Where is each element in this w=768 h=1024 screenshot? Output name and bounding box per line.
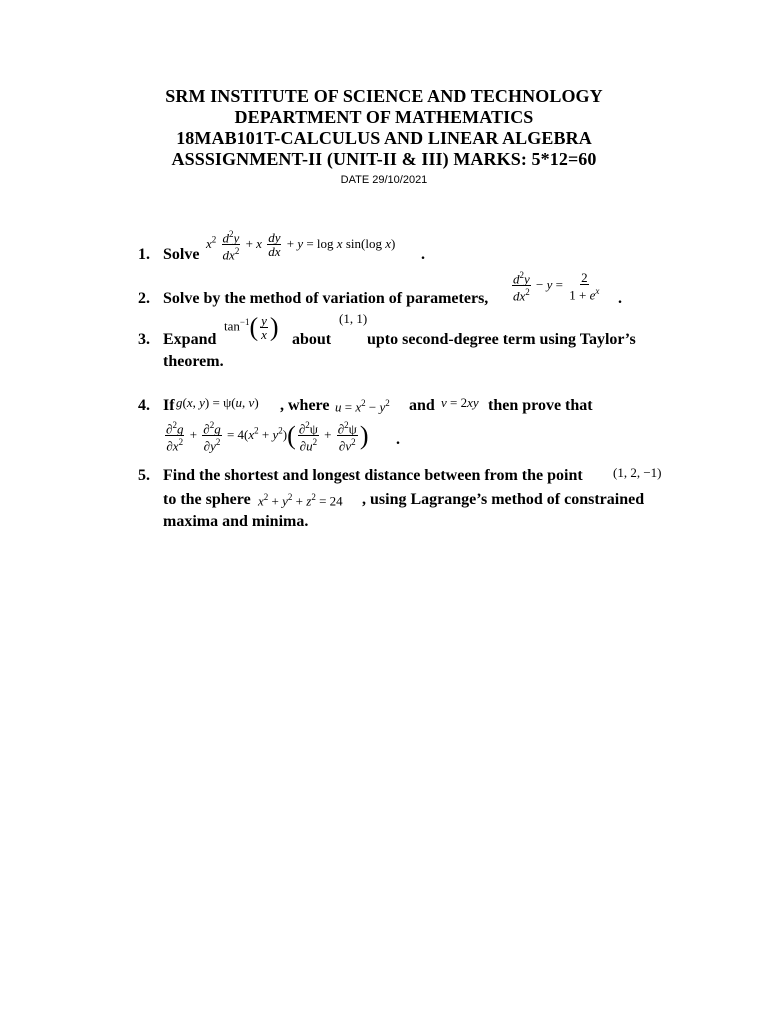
question-text-about: about [292,331,332,348]
question-text-lagrange: , using Lagrange’s method of constrained [362,491,645,508]
question-text-maxima: maxima and minima. [163,513,309,530]
equation-4-laplacian: $\frac{\partial^2g}{\partial x^2}$ + $\frac{\partial^2g}{\partial y^2}$ = $4(x^2 + y^2)$( $\frac{\partial^2\psi}{\partial u^2}$ + $\frac{\partial^2\psi}{\partial v^2}$ ) [166,420,369,454]
question-text: Solve [163,246,200,263]
question-text: Expand [163,331,217,348]
question-5 [138,465,678,533]
question-4 [138,395,678,465]
question-number: 3. [138,331,150,348]
institute-name: SRM INSTITUTE OF SCIENCE AND TECHNOLOGY [165,86,603,106]
point-coordinates: (1, 2, −1) [613,465,662,480]
question-end-period: . [396,431,400,448]
equation-4-v: v = 2xy [441,395,479,410]
course-title: 18MAB101T-CALCULUS AND LINEAR ALGEBRA [176,128,592,148]
question-text: Find the shortest and longest distance between from the point [163,467,583,484]
question-number: 2. [138,290,150,307]
question-end-period: . [421,246,425,263]
question-2 [138,269,678,314]
equation-3-arctan: $\tan^{-1}$( $\frac{y}{x}$ ) [224,312,279,342]
question-3 [138,311,678,375]
document-header [0,86,768,187]
department-name: DEPARTMENT OF MATHEMATICS [234,107,534,127]
question-text-prove: then prove that [488,397,593,414]
question-text-taylor: upto second-degree term using Taylor’s [367,331,636,348]
question-number: 1. [138,246,150,263]
equation-4-u: $u = x^2 - y^2$ [335,398,390,415]
question-text: If [163,397,175,414]
equation-1: $x^2$ $\frac{d^2y}{dx^2}$ + x $\frac{dy}{dx}$ + y = log x sin(log x) [206,229,396,263]
assignment-title: ASSSIGNMENT-II (UNIT-II & III) MARKS: 5*12=60 [171,149,597,169]
equation-2: $\frac{d^2y}{dx^2}$ − y = $\frac{2}{1 + e^x}$ [513,269,600,304]
question-1 [138,229,678,270]
assignment-date: DATE 29/10/2021 [340,174,428,186]
question-text-theorem: theorem. [163,353,224,370]
equation-5-sphere: $x^2 + y^2 + z^2 = 24$ [258,492,343,509]
question-text-and: and [409,397,435,414]
question-text-where: , where [280,397,330,414]
equation-4-g: g(x, y) = ψ(u, v) [176,395,259,410]
question-text: Solve by the method of variation of parameters, [163,290,489,307]
question-text-sphere: to the sphere [163,491,251,508]
question-end-period: . [618,290,622,307]
question-number: 4. [138,397,150,414]
question-number: 5. [138,467,150,484]
expansion-point: (1, 1) [339,311,368,326]
